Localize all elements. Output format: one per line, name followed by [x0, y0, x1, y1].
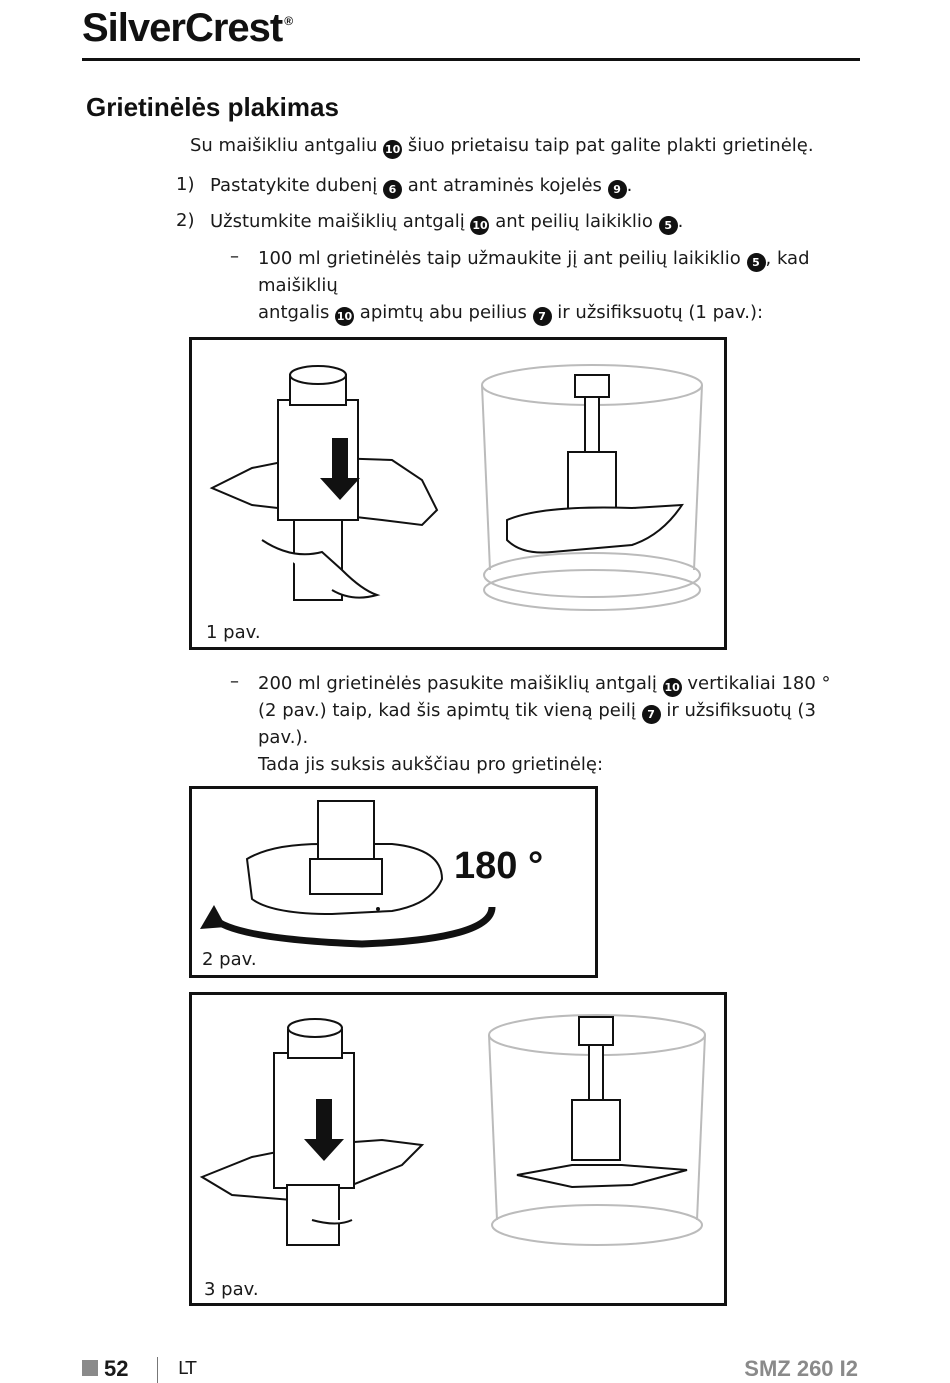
- sub-2-dash: –: [230, 671, 239, 692]
- part-number-7: 7: [533, 307, 552, 326]
- sub-2-text: [258, 670, 858, 778]
- figure-2-label: 2 pav.: [202, 949, 257, 970]
- sub-2-text-a: 200 ml grietinėlės pasukite maišiklių antgalį: [258, 673, 663, 694]
- figure-3: [189, 992, 727, 1306]
- step-2-text-b: ant peilių laikiklio: [489, 211, 659, 232]
- page-number: 52: [104, 1356, 129, 1381]
- figure-1-label: 1 pav.: [206, 622, 261, 643]
- part-number-10: 10: [470, 216, 489, 235]
- sub-2-line-3: Tada jis suksis aukščiau pro grietinėlę:: [258, 754, 604, 775]
- rotation-angle-label: 180 °: [454, 845, 544, 887]
- footer-separator: [157, 1357, 158, 1383]
- brand-logo: [82, 6, 293, 51]
- sub-2-line-2: [258, 697, 858, 751]
- figure-3-illustration: [192, 995, 724, 1303]
- sub-1-line-2: [258, 299, 858, 326]
- step-2-text: [210, 208, 683, 235]
- step-2-text-a: Užstumkite maišiklių antgalį: [210, 211, 471, 232]
- part-number-10: 10: [663, 678, 682, 697]
- part-number-5: 5: [659, 216, 678, 235]
- step-1-number: 1): [176, 174, 195, 195]
- figure-1-illustration: [192, 340, 724, 647]
- sub-2-line-1: [258, 670, 858, 697]
- sub-1-text-c: antgalis: [258, 302, 336, 323]
- step-1-text-c: .: [626, 175, 633, 196]
- brand-name: SilverCrest: [82, 6, 283, 50]
- model-number: SMZ 260 I2: [744, 1356, 858, 1381]
- footer-marker: [82, 1360, 98, 1376]
- section-title: Grietinėlės plakimas: [86, 92, 339, 122]
- header-rule: [82, 58, 860, 61]
- registered-mark: ®: [284, 14, 293, 28]
- sub-1-text-b: , kad maišiklių: [258, 248, 810, 296]
- sub-2-text-b: vertikaliai 180 °: [681, 673, 831, 694]
- intro-text: [190, 132, 814, 159]
- step-2-text-c: .: [677, 211, 684, 232]
- figure-3-label: 3 pav.: [204, 1279, 259, 1300]
- step-1-text: [210, 172, 632, 199]
- language-code: LT: [178, 1358, 197, 1379]
- sub-1-text-d: apimtų abu peilius: [354, 302, 533, 323]
- part-number-10: 10: [335, 307, 354, 326]
- part-number-5: 5: [747, 253, 766, 272]
- sub-1-dash: –: [230, 246, 239, 267]
- sub-2-text-d: ir užsifiksuotų (3 pav.).: [258, 700, 816, 748]
- part-number-7: 7: [642, 705, 661, 724]
- step-2-number: 2): [176, 210, 195, 231]
- sub-2-text-c: (2 pav.) taip, kad šis apimtų tik vieną peilį: [258, 700, 642, 721]
- intro-text-b: šiuo prietaisu taip pat galite plakti grietinėlę.: [402, 135, 814, 156]
- sub-1-line-1: [258, 245, 858, 299]
- part-number-10: 10: [383, 140, 402, 159]
- sub-1-text: [258, 245, 858, 326]
- step-1-text-b: ant atraminės kojelės: [402, 175, 608, 196]
- step-1-text-a: Pastatykite dubenį: [210, 175, 383, 196]
- sub-1-text-a: 100 ml grietinėlės taip užmaukite jį ant peilių laikiklio: [258, 248, 747, 269]
- figure-2: [189, 786, 598, 978]
- sub-1-text-e: ir užsifiksuotų (1 pav.):: [551, 302, 764, 323]
- part-number-6: 6: [383, 180, 402, 199]
- part-number-9: 9: [608, 180, 627, 199]
- figure-1: [189, 337, 727, 650]
- intro-text-a: Su maišikliu antgaliu: [190, 135, 384, 156]
